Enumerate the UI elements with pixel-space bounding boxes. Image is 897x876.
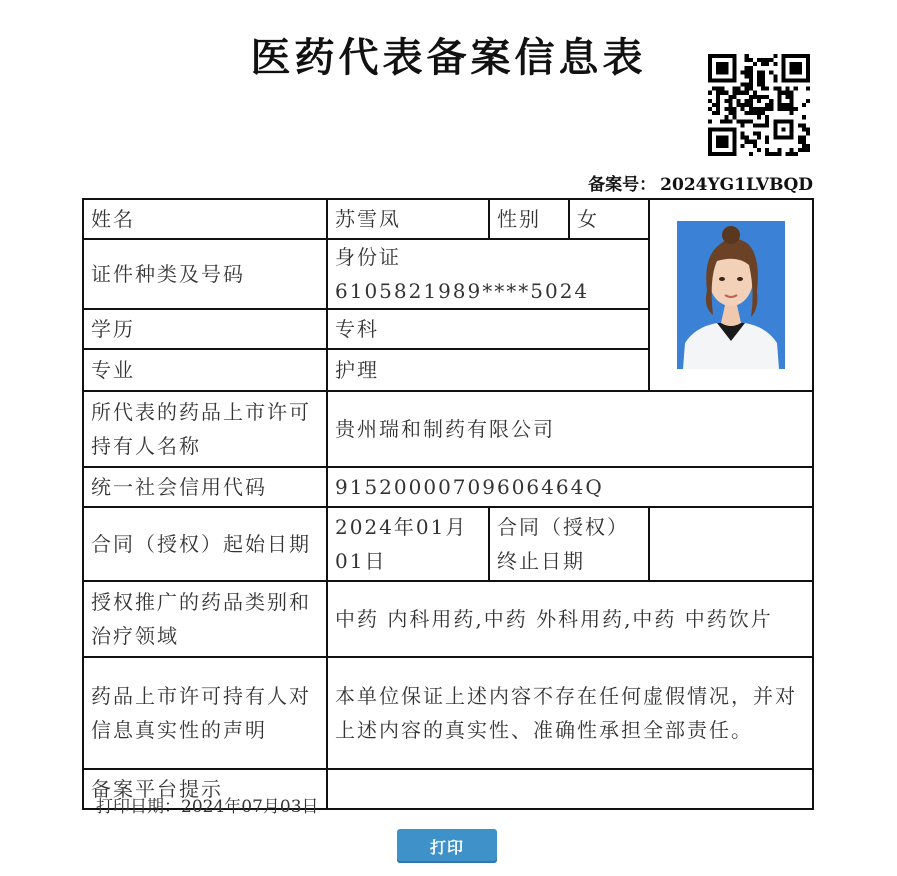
end-date-label: 合同（授权）终止日期 <box>489 507 649 581</box>
statement-label: 药品上市许可持有人对信息真实性的声明 <box>83 657 327 769</box>
category-value: 中药 内科用药,中药 外科用药,中药 中药饮片 <box>327 581 813 657</box>
holder-label: 所代表的药品上市许可持有人名称 <box>83 391 327 467</box>
statement-value: 本单位保证上述内容不存在任何虚假情况，并对上述内容的真实性、准确性承担全部责任。 <box>327 657 813 769</box>
page-title: 医药代表备案信息表 <box>250 34 647 81</box>
name-value: 苏雪凤 <box>327 199 489 239</box>
qr-code-icon <box>708 54 810 156</box>
platform-value <box>327 769 813 809</box>
filing-number <box>588 170 813 195</box>
credit-code-label: 统一社会信用代码 <box>83 467 327 507</box>
print-button[interactable]: 打印 <box>397 829 497 863</box>
start-date-label: 合同（授权）起始日期 <box>83 507 327 581</box>
start-date-value: 2024年01月01日 <box>327 507 489 581</box>
table-row <box>83 581 813 657</box>
table-row <box>83 391 813 467</box>
gender-value: 女 <box>569 199 649 239</box>
category-label: 授权推广的药品类别和治疗领域 <box>83 581 327 657</box>
filing-number-label: 备案号： <box>588 175 657 195</box>
avatar <box>677 221 785 369</box>
name-label: 姓名 <box>83 199 327 239</box>
table-row <box>83 507 813 581</box>
gender-label: 性别 <box>489 199 569 239</box>
platform-label: 备案平台提示 <box>83 769 327 809</box>
table-row <box>83 467 813 507</box>
print-date: 打印日期：2024年07月03日 <box>96 797 319 817</box>
photo-cell <box>649 199 813 391</box>
id-label: 证件种类及号码 <box>83 239 327 309</box>
credit-code-value: 91520000709606464Q <box>327 467 813 507</box>
filing-number-value: 2024YG1LVBQD <box>660 175 813 195</box>
info-table <box>82 198 814 810</box>
major-value: 护理 <box>327 349 649 391</box>
id-value: 身份证 6105821989****5024 <box>327 239 649 309</box>
education-label: 学历 <box>83 309 327 349</box>
table-row <box>83 657 813 769</box>
end-date-value <box>649 507 813 581</box>
table-row <box>83 199 813 239</box>
education-value: 专科 <box>327 309 649 349</box>
holder-value: 贵州瑞和制药有限公司 <box>327 391 813 467</box>
major-label: 专业 <box>83 349 327 391</box>
